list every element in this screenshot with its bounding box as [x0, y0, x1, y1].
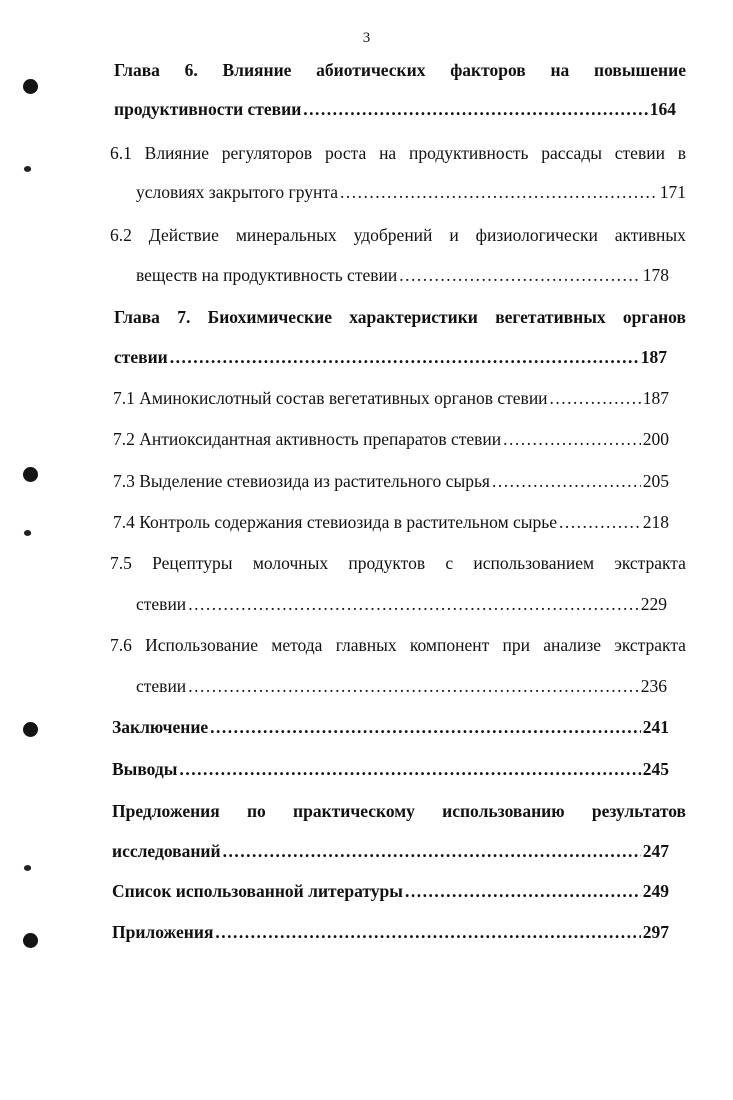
toc-word: использованием	[473, 553, 595, 573]
dot-leader	[223, 840, 641, 862]
toc-proposals-continuation	[112, 840, 669, 862]
toc-page-number: 245	[642, 759, 669, 779]
dot-leader	[303, 98, 647, 120]
toc-word: продуктивность	[408, 143, 529, 163]
toc-word: метода	[271, 635, 323, 655]
scan-mark-3	[23, 864, 32, 872]
toc-word: Влияние	[222, 60, 292, 80]
toc-entry-text: 7.4 Контроль содержания стевиозида в растительном сырье	[113, 512, 558, 532]
toc-page-number: 164	[649, 99, 676, 119]
toc-word: органов	[622, 307, 686, 327]
toc-page-number: 249	[642, 881, 669, 901]
toc-word: Биохимические	[207, 307, 332, 327]
dot-leader	[210, 716, 641, 738]
toc-entry-text: Список использованной литературы	[112, 881, 403, 901]
dot-leader	[399, 264, 641, 286]
toc-section-7-3	[113, 470, 669, 492]
toc-section-7-5-title	[110, 552, 686, 574]
toc-section-7-2	[113, 428, 669, 450]
toc-page-number: 229	[640, 594, 667, 614]
toc-word: физиологически	[475, 225, 598, 245]
toc-word: роста	[324, 143, 367, 163]
toc-entry-text: 7.2 Антиоксидантная активность препаратов стевии	[113, 429, 502, 449]
toc-word: 6.2	[110, 225, 132, 245]
toc-entry-text: 7.1 Аминокислотный состав вегетативных органов стевии	[113, 388, 548, 408]
toc-word: повышение	[594, 60, 686, 80]
toc-section-6-2-continuation	[136, 264, 669, 286]
toc-word: Действие	[148, 225, 219, 245]
scan-mark-2	[23, 529, 32, 537]
toc-word: анализе	[543, 635, 602, 655]
toc-conclusion	[112, 716, 669, 738]
toc-chapter-6-title	[114, 59, 686, 81]
binder-hole-3	[23, 722, 38, 737]
toc-entry-text: условиях закрытого грунта	[136, 182, 338, 202]
toc-word: на	[379, 143, 397, 163]
toc-page-number: 218	[642, 512, 669, 532]
toc-word: компонент	[409, 635, 490, 655]
toc-page-number: 297	[642, 922, 669, 942]
toc-word: Влияние	[144, 143, 209, 163]
toc-page-number: 187	[640, 347, 667, 367]
toc-page-number: 247	[642, 841, 669, 861]
dot-leader	[188, 593, 639, 615]
toc-page-number: 205	[642, 471, 669, 491]
toc-word: практическому	[293, 801, 415, 821]
toc-section-6-1-continuation	[136, 181, 686, 203]
toc-word: 7.6	[110, 635, 132, 655]
toc-section-6-1-title	[110, 142, 686, 164]
toc-word: использованию	[442, 801, 565, 821]
toc-word: Глава	[114, 60, 160, 80]
toc-page-number: 171	[659, 182, 686, 202]
toc-word: молочных	[252, 553, 329, 573]
dot-leader	[405, 880, 641, 902]
binder-hole-4	[23, 933, 38, 948]
toc-section-7-6-continuation	[136, 675, 667, 697]
toc-entry-text: стевии	[136, 676, 187, 696]
toc-word: факторов	[450, 60, 526, 80]
toc-section-7-4	[113, 511, 669, 533]
binder-hole-1	[23, 79, 38, 94]
dot-leader	[503, 428, 641, 450]
toc-word: 7.	[177, 307, 191, 327]
toc-entry-text: исследований	[112, 841, 221, 861]
toc-page-number: 241	[642, 717, 669, 737]
dot-leader	[188, 675, 639, 697]
toc-page-number: 187	[642, 388, 669, 408]
toc-page-number: 178	[642, 265, 669, 285]
binder-hole-2	[23, 467, 38, 482]
toc-section-7-5-continuation	[136, 593, 667, 615]
toc-word: на	[550, 60, 570, 80]
toc-entry-text: стевии	[114, 347, 168, 367]
toc-word: с	[445, 553, 454, 573]
toc-word: Использование	[145, 635, 258, 655]
toc-word: 6.	[184, 60, 198, 80]
toc-chapter-7-title	[114, 306, 686, 328]
toc-page-number: 200	[642, 429, 669, 449]
toc-word: характеристики	[349, 307, 478, 327]
toc-entry-text: Заключение	[112, 717, 209, 737]
toc-findings	[112, 758, 669, 780]
toc-word: экстракта	[614, 553, 686, 573]
dot-leader	[170, 346, 639, 368]
toc-word: и	[449, 225, 459, 245]
toc-word: стевии	[614, 143, 665, 163]
toc-word: результатов	[591, 801, 686, 821]
toc-word: Глава	[114, 307, 160, 327]
dot-leader	[215, 921, 640, 943]
toc-section-7-6-title	[110, 634, 686, 656]
toc-entry-text: Приложения	[112, 922, 214, 942]
dot-leader	[492, 470, 641, 492]
toc-word: главных	[335, 635, 397, 655]
toc-section-7-1	[113, 387, 669, 409]
toc-word: 6.1	[110, 143, 132, 163]
toc-word: активных	[614, 225, 686, 245]
toc-appendix	[112, 921, 669, 943]
scan-mark-1	[23, 165, 32, 173]
toc-entry-text: веществ на продуктивность стевии	[136, 265, 398, 285]
toc-word: в	[677, 143, 686, 163]
toc-word: 7.5	[110, 553, 132, 573]
toc-word: Предложения	[112, 801, 220, 821]
toc-entry-text: Выводы	[112, 759, 178, 779]
toc-word: абиотических	[316, 60, 426, 80]
toc-entry-text: стевии	[136, 594, 187, 614]
toc-word: продуктов	[348, 553, 426, 573]
toc-word: вегетативных	[495, 307, 606, 327]
toc-chapter-6-continuation	[114, 98, 676, 120]
toc-section-6-2-title	[110, 224, 686, 246]
dot-leader	[340, 181, 658, 203]
toc-word: при	[502, 635, 530, 655]
toc-page-number: 236	[640, 676, 667, 696]
toc-chapter-7-continuation	[114, 346, 667, 368]
toc-entry-text: 7.3 Выделение стевиозида из растительного сырья	[113, 471, 490, 491]
page-number: 3	[362, 30, 371, 46]
toc-proposals-title	[112, 800, 686, 822]
toc-word: по	[246, 801, 266, 821]
dot-leader	[550, 387, 641, 409]
toc-word: экстракта	[614, 635, 686, 655]
dot-leader	[559, 511, 641, 533]
toc-word: регуляторов	[221, 143, 313, 163]
toc-word: удобрений	[353, 225, 433, 245]
toc-entry-text: продуктивности стевии	[114, 99, 302, 119]
dot-leader	[179, 758, 640, 780]
toc-word: Рецептуры	[152, 553, 233, 573]
toc-word: рассады	[541, 143, 602, 163]
toc-word: минеральных	[235, 225, 337, 245]
toc-references	[112, 880, 669, 902]
